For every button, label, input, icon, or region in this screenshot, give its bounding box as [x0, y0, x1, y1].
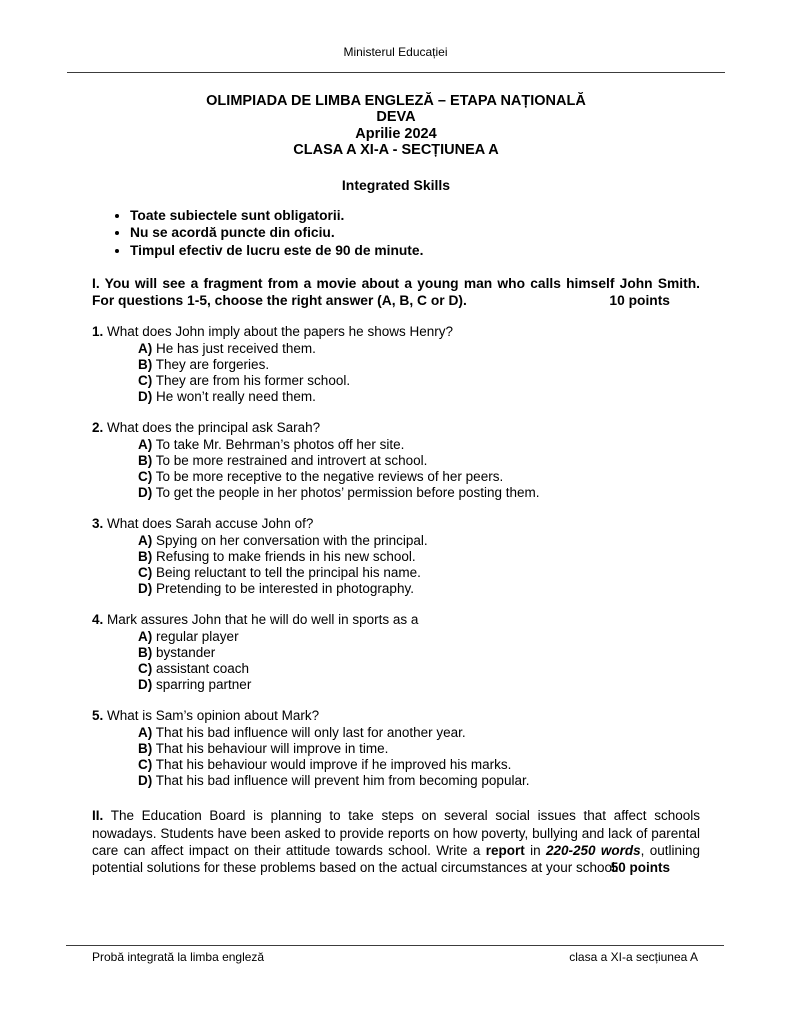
option-d [92, 581, 700, 597]
section-2 [92, 807, 700, 876]
question-number: 2. [92, 420, 104, 436]
option-text: To be more receptive to the negative reviews of her peers. [155, 468, 504, 484]
option-c [92, 661, 700, 677]
option-text: regular player [156, 628, 239, 644]
question-number: 1. [92, 324, 104, 340]
section-2-report-bold: report [485, 842, 525, 858]
title-line-2: DEVA [376, 109, 416, 126]
option-d [92, 389, 700, 405]
section-2-points: 50 points [610, 860, 670, 875]
option-c [92, 469, 700, 485]
instruction-item: • Timpul efectiv de lucru este de 90 de minute. [130, 242, 700, 260]
option-a [92, 725, 700, 741]
option-d [92, 485, 700, 501]
instruction-item: • Nu se acordă puncte din oficiu. [130, 224, 700, 242]
option-letter: D) [138, 485, 153, 501]
question-stem: What does the principal ask Sarah? [107, 420, 321, 436]
option-b [92, 549, 700, 565]
title-line-3: Aprilie 2024 [355, 125, 437, 142]
option-letter: C) [138, 756, 153, 772]
section-1-text: You will see a fragment from a movie about a young man who calls himself John Smith. For questions 1-5, choose the right answer (A, B, C or D). [92, 276, 700, 308]
option-letter: C) [138, 564, 153, 580]
question-number: 5. [92, 708, 104, 724]
question-5 [92, 708, 700, 789]
option-c [92, 565, 700, 581]
option-text: Refusing to make friends in his new school. [156, 548, 416, 564]
question-1 [92, 324, 700, 405]
option-c [92, 757, 700, 773]
section-2-text-1: The Education Board is planning to take steps on several social issues that affect schools nowadays. Students have been asked to provide reports on how poverty, bullying and lack of parental care can affect impact on their attitude towards school. Write a [92, 808, 700, 858]
question-title [92, 324, 700, 340]
option-text: He won’t really need them. [156, 389, 316, 405]
option-letter: A) [138, 628, 153, 644]
option-text: They are forgeries. [155, 356, 270, 372]
option-text: That his behaviour will improve in time. [155, 740, 389, 756]
option-text: That his behaviour would improve if he improved his marks. [155, 756, 512, 772]
option-c [92, 373, 700, 389]
question-title [92, 708, 700, 724]
footer-left: Probă integrată la limba engleză [92, 950, 265, 964]
question-title [92, 516, 700, 532]
question-stem: Mark assures John that he will do well in sports as a [107, 612, 419, 628]
option-d [92, 677, 700, 693]
option-a [92, 341, 700, 357]
option-b [92, 357, 700, 373]
section-2-text-2: in [524, 842, 546, 858]
question-stem: What does Sarah accuse John of? [107, 516, 314, 532]
page-footer [66, 945, 724, 964]
title-block [92, 93, 700, 159]
option-b [92, 741, 700, 757]
option-text: That his bad influence will prevent him from becoming popular. [155, 773, 530, 789]
question-4 [92, 612, 700, 693]
option-text: That his bad influence will only last for another year. [155, 724, 466, 740]
header-divider [67, 72, 725, 73]
title-line-1: OLIMPIADA DE LIMBA ENGLEZĂ – ETAPA NAȚIONALĂ [206, 93, 586, 109]
section-1-points: 10 points [609, 292, 670, 308]
option-text: assistant coach [156, 660, 250, 676]
option-text: sparring partner [156, 677, 252, 693]
section-2-text-3: , outlining potential solutions for these problems based on the actual circumstances at your school. [92, 842, 700, 875]
ministry-title: Ministerul Educației [343, 45, 448, 59]
option-a [92, 437, 700, 453]
option-text: To take Mr. Behrman’s photos off her site. [155, 436, 405, 452]
option-text: To be more restrained and introvert at school. [155, 452, 428, 468]
option-letter: B) [138, 356, 153, 372]
option-a [92, 629, 700, 645]
option-letter: B) [138, 740, 153, 756]
question-2 [92, 420, 700, 501]
footer-right: clasa a XI-a secțiunea A [569, 950, 698, 964]
option-letter: B) [138, 452, 153, 468]
section-2-label: II. [92, 808, 104, 824]
option-text: To get the people in her photos’ permission before posting them. [155, 485, 540, 501]
option-b [92, 453, 700, 469]
option-letter: A) [138, 724, 153, 740]
question-title [92, 420, 700, 436]
option-letter: D) [138, 389, 153, 405]
instruction-item: • Toate subiectele sunt obligatorii. [130, 207, 700, 225]
option-text: bystander [156, 644, 216, 660]
question-stem: What does John imply about the papers he shows Henry? [107, 324, 453, 340]
option-b [92, 645, 700, 661]
instructions-list [92, 207, 700, 260]
question-3 [92, 516, 700, 597]
option-text: He has just received them. [156, 340, 316, 356]
option-letter: B) [138, 644, 153, 660]
page-content [92, 93, 700, 876]
exam-subtitle: Integrated Skills [341, 176, 451, 193]
option-text: Pretending to be interested in photography. [156, 581, 414, 597]
option-text: Spying on her conversation with the principal. [156, 532, 428, 548]
option-letter: D) [138, 581, 153, 597]
question-title [92, 612, 700, 628]
question-number: 4. [92, 612, 104, 628]
section-1-label: I. [92, 276, 100, 292]
section-1-heading [92, 276, 700, 309]
option-text: They are from his former school. [155, 372, 351, 388]
option-letter: C) [138, 372, 153, 388]
option-letter: D) [138, 773, 153, 789]
option-d [92, 773, 700, 789]
option-letter: B) [138, 548, 153, 564]
section-2-wordcount: 220-250 words [545, 842, 641, 858]
option-text: Being reluctant to tell the principal his name. [156, 564, 421, 580]
option-letter: C) [138, 660, 153, 676]
question-number: 3. [92, 516, 104, 532]
option-letter: A) [138, 436, 153, 452]
option-letter: A) [138, 340, 153, 356]
option-a [92, 533, 700, 549]
option-letter: A) [138, 532, 153, 548]
title-line-4: CLASA A XI-A - SECȚIUNEA A [293, 142, 499, 159]
option-letter: C) [138, 468, 153, 484]
question-stem: What is Sam’s opinion about Mark? [107, 708, 320, 724]
option-letter: D) [138, 677, 153, 693]
